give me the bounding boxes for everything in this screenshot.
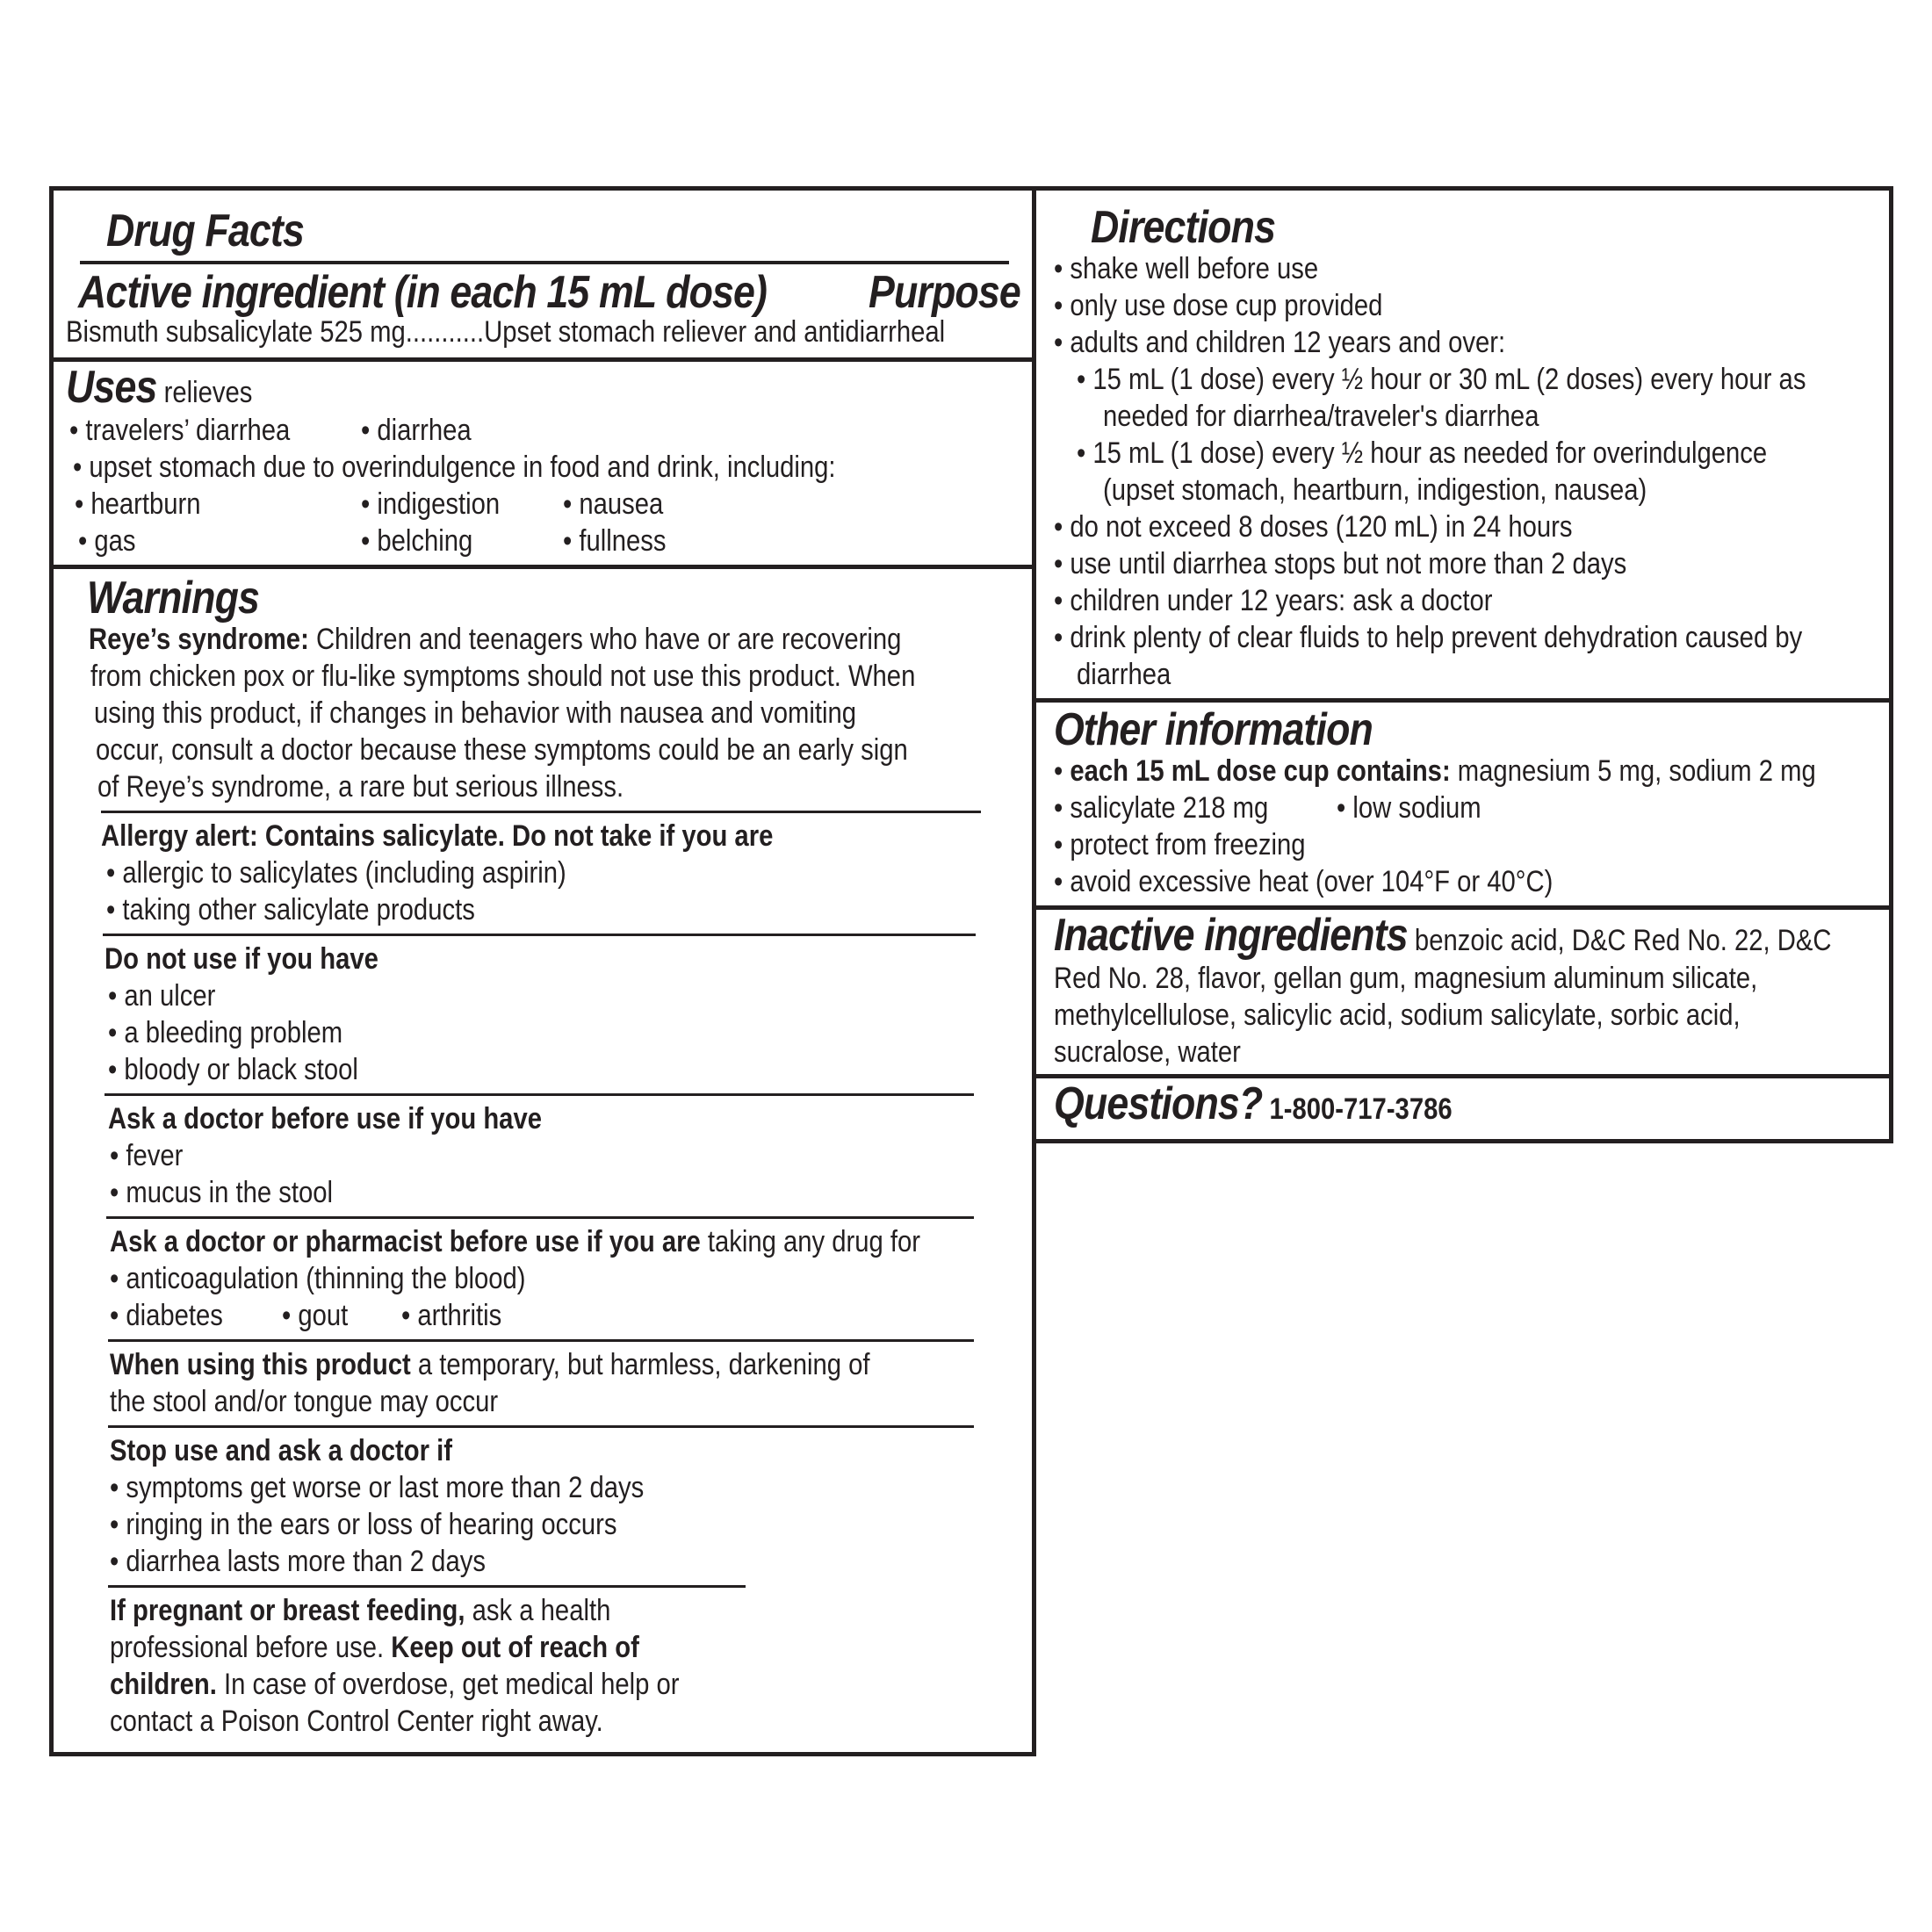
- divider-uses: [54, 357, 1032, 362]
- do-not-use-item: • bloody or black stool: [108, 1051, 399, 1088]
- rule-ask-doctor: [105, 1093, 974, 1096]
- pregnant-line: professional before use. Keep out of reach of: [110, 1631, 639, 1664]
- pregnant-line: contact a Poison Control Center right away.: [110, 1705, 603, 1738]
- directions-heading: Directions: [1091, 202, 1276, 253]
- uses-heading-line: [66, 364, 283, 415]
- left-panel: [49, 186, 1036, 1756]
- divider-other-info: [1036, 698, 1889, 703]
- pregnant-line: children. In case of overdose, get medical help or: [110, 1668, 680, 1701]
- rule-stop-use: [108, 1425, 974, 1428]
- uses-item: • fullness: [563, 523, 683, 559]
- when-using-line: the stool and/or tongue may occur: [110, 1385, 499, 1418]
- ask-doctor-item: • fever: [110, 1137, 195, 1174]
- uses-item: • heartburn: [75, 486, 221, 523]
- reye-line: using this product, if changes in behavior with nausea and vomiting: [94, 696, 856, 730]
- ask-doctor-heading: Ask a doctor before use if you have: [108, 1102, 542, 1135]
- other-info-item: • protect from freezing: [1054, 826, 1346, 863]
- when-using-line: When using this product a temporary, but harmless, darkening of: [110, 1348, 870, 1381]
- drug-facts-title: Drug Facts: [106, 205, 304, 256]
- uses-item: • belching: [361, 523, 491, 559]
- do-not-use-item: • a bleeding problem: [108, 1014, 381, 1051]
- stop-use-item: • symptoms get worse or last more than 2 days: [110, 1469, 731, 1506]
- reye-line: from chicken pox or flu-like symptoms should not use this product. When: [90, 660, 916, 693]
- directions-item: • children under 12 years: ask a doctor: [1054, 582, 1564, 619]
- other-info-item: • low sodium: [1337, 789, 1504, 826]
- rule-allergy: [101, 811, 981, 813]
- allergy-item: • taking other salicylate products: [106, 891, 535, 928]
- directions-item-cont: diarrhea: [1077, 658, 1171, 691]
- allergy-item: • allergic to salicylates (including aspirin): [106, 854, 641, 891]
- inactive-heading-line: Inactive ingredients benzoic acid, D&C Red No. 22, D&C: [1054, 910, 1832, 961]
- directions-item: • do not exceed 8 doses (120 mL) in 24 hours: [1054, 508, 1657, 545]
- directions-subitem: • 15 mL (1 dose) every ½ hour as needed for overindulgence: [1077, 435, 1879, 472]
- rule-pregnant: [108, 1585, 746, 1588]
- uses-item: • nausea: [563, 486, 680, 523]
- right-panel: [1032, 186, 1893, 1143]
- ask-pharmacist-item: • anticoagulation (thinning the blood): [110, 1260, 594, 1297]
- questions-phone: 1-800-717-3786: [1269, 1092, 1453, 1126]
- uses-heading: Uses: [66, 362, 157, 413]
- stop-use-heading: Stop use and ask a doctor if: [110, 1434, 452, 1467]
- purpose-heading: Purpose: [869, 267, 1020, 318]
- other-info-heading: Other information: [1054, 704, 1373, 755]
- inactive-line: sucralose, water: [1054, 1035, 1241, 1069]
- directions-subitem: • 15 mL (1 dose) every ½ hour or 30 mL (2 doses) every hour as: [1077, 361, 1925, 398]
- uses-item: • indigestion: [361, 486, 523, 523]
- questions-line: [1054, 1078, 1517, 1132]
- warnings-heading: Warnings: [87, 573, 260, 624]
- inactive-heading: Inactive ingredients: [1054, 910, 1408, 961]
- inactive-line: methylcellulose, salicylic acid, sodium salicylate, sorbic acid,: [1054, 998, 1741, 1032]
- questions-heading: Questions?: [1054, 1078, 1263, 1129]
- directions-subitem-cont: needed for diarrhea/traveler's diarrhea: [1103, 400, 1539, 433]
- directions-subitem-cont: (upset stomach, heartburn, indigestion, nausea): [1103, 473, 1647, 507]
- ask-pharmacist-item: • arthritis: [401, 1297, 518, 1334]
- title-rule: [80, 261, 1009, 264]
- other-info-item: • salicylate 218 mg: [1054, 789, 1303, 826]
- directions-item: • shake well before use: [1054, 250, 1361, 287]
- other-info-item: • avoid excessive heat (over 104°F or 40°C): [1054, 863, 1634, 900]
- stop-use-item: • ringing in the ears or loss of hearing occurs: [110, 1506, 699, 1543]
- directions-item: • use until diarrhea stops but not more than 2 days: [1054, 545, 1719, 582]
- ask-doctor-item: • mucus in the stool: [110, 1174, 369, 1211]
- do-not-use-heading: Do not use if you have: [105, 942, 378, 976]
- rule-do-not-use: [103, 934, 976, 936]
- directions-item: • only use dose cup provided: [1054, 287, 1436, 324]
- ask-pharmacist-heading: Ask a doctor or pharmacist before use if you are taking any drug for: [110, 1225, 921, 1258]
- uses-item: • upset stomach due to overindulgence in food and drink, including:: [73, 449, 960, 486]
- directions-item: • drink plenty of clear fluids to help prevent dehydration caused by: [1054, 619, 1924, 656]
- active-ingredient-heading: Active ingredient (in each 15 mL dose): [78, 267, 768, 318]
- active-ingredient-line: Bismuth subsalicylate 525 mg...........Upset stomach reliever and antidiarrheal: [66, 315, 946, 349]
- rule-ask-pharmacist: [106, 1216, 974, 1219]
- uses-item: • gas: [78, 523, 145, 559]
- rule-when-using: [108, 1339, 974, 1342]
- do-not-use-item: • an ulcer: [108, 977, 233, 1014]
- uses-item: • travelers’ diarrhea: [69, 412, 326, 449]
- uses-intro: relieves: [163, 376, 253, 409]
- reye-line: occur, consult a doctor because these symptoms could be an early sign: [96, 733, 908, 767]
- ask-pharmacist-item: • gout: [282, 1297, 359, 1334]
- stop-use-item: • diarrhea lasts more than 2 days: [110, 1543, 547, 1580]
- other-info-item: • each 15 mL dose cup contains: magnesium 5 mg, sodium 2 mg: [1054, 753, 1932, 789]
- allergy-heading: Allergy alert: Contains salicylate. Do not take if you are: [101, 819, 774, 853]
- inactive-line: Red No. 28, flavor, gellan gum, magnesium aluminum silicate,: [1054, 962, 1758, 995]
- directions-item: • adults and children 12 years and over:: [1054, 324, 1579, 361]
- reye-line: Reye’s syndrome: Children and teenagers who have or are recovering: [89, 623, 902, 656]
- uses-item: • diarrhea: [361, 412, 489, 449]
- divider-warnings: [54, 565, 1032, 569]
- ask-pharmacist-item: • diabetes: [110, 1297, 242, 1334]
- reye-line: of Reye’s syndrome, a rare but serious illness.: [97, 770, 624, 804]
- pregnant-line: If pregnant or breast feeding, ask a health: [110, 1594, 611, 1627]
